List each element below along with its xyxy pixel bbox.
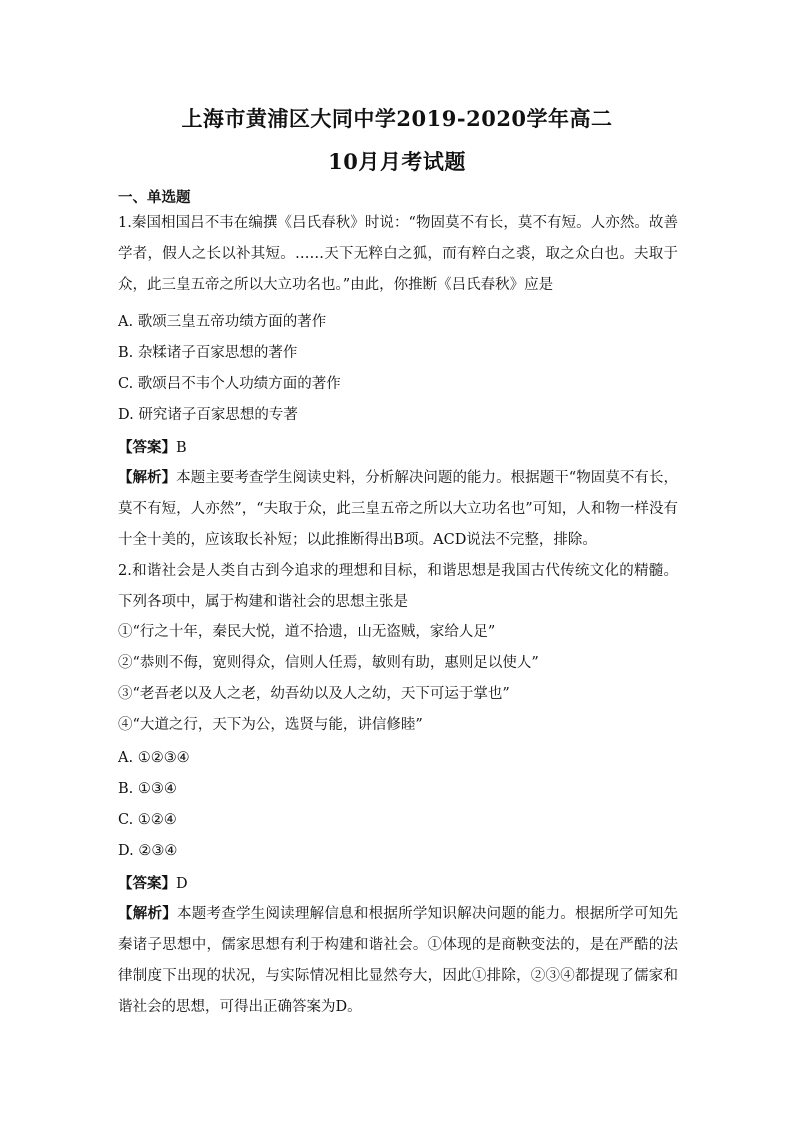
question-1-option-b: B. 杂糅诸子百家思想的著作 xyxy=(118,345,298,361)
question-1-option-d: D. 研究诸子百家思想的专著 xyxy=(118,407,298,423)
question-2-statement-3: ③“老吾老以及人之老，幼吾幼以及人之幼，天下可运于掌也” xyxy=(118,686,510,702)
answer-tag: 【答案】 xyxy=(118,439,176,456)
document-title: 上海市黄浦区大同中学2019-2020学年高二 xyxy=(181,106,613,131)
analysis-tag: 【解析】 xyxy=(118,469,177,486)
question-1-stem: 1.秦国相国吕不韦在编撰《吕氏春秋》时说：“物固莫不有长，莫不有短。人亦然。故善学者，假人之长以补其短。……天下无粹白之狐，而有粹白之裘，取之众白也。夫取于众，此三皇五帝之所以大立功名也。”由此，你推断《吕氏春秋》应是 xyxy=(118,215,678,293)
answer-value: D xyxy=(176,876,188,892)
question-1-answer xyxy=(118,436,187,457)
question-1-option-a: A. 歌颂三皇五帝功绩方面的著作 xyxy=(118,314,327,330)
section-heading: 一、单选题 xyxy=(118,189,191,206)
question-2-option-c: C. ①②④ xyxy=(118,812,177,828)
question-2-statement-2: ②“恭则不侮，宽则得众，信则人任焉，敏则有助，惠则足以使人” xyxy=(118,655,539,671)
analysis-tag: 【解析】 xyxy=(118,905,177,922)
question-1-analysis xyxy=(118,462,678,556)
answer-value: B xyxy=(176,440,187,456)
answer-tag: 【答案】 xyxy=(118,875,176,892)
analysis-text: 本题主要考查学生阅读史料，分析解决问题的能力。根据题干“物固莫不有长，莫不有短，人亦然”，“夫取于众，此三皇五帝之所以大立功名也”可知，人和物一样没有十全十美的，应该取长补短；以此推断得出B项。ACD说法不完整，排除。 xyxy=(118,470,678,548)
question-2-answer xyxy=(118,872,188,893)
question-2-option-b: B. ①③④ xyxy=(118,781,177,797)
question-2-option-a: A. ①②③④ xyxy=(118,750,190,766)
question-2-stem: 2.和谐社会是人类自古到今追求的理想和目标，和谐思想是我国古代传统文化的精髓。下列各项中，属于构建和谐社会的思想主张是 xyxy=(118,563,678,610)
question-2-analysis xyxy=(118,898,678,1023)
question-2-option-d: D. ②③④ xyxy=(118,843,178,859)
analysis-text: 本题考查学生阅读理解信息和根据所学知识解决问题的能力。根据所学可知先秦诸子思想中，儒家思想有利于构建和谐社会。①体现的是商鞅变法的，是在严酷的法律制度下出现的状况，与实际情况相比显然夸大，因此①排除，②③④都提现了儒家和谐社会的思想，可得出正确答案为D。 xyxy=(118,906,679,1015)
question-2-statement-1: ①“行之十年，秦民大悦，道不拾遗，山无盗贼，家给人足” xyxy=(118,624,496,640)
question-2-statement-4: ④“大道之行，天下为公，选贤与能，讲信修睦” xyxy=(118,717,423,733)
document-subtitle: 10月月考试题 xyxy=(328,149,466,174)
question-1-option-c: C. 歌颂吕不韦个人功绩方面的著作 xyxy=(118,376,341,392)
